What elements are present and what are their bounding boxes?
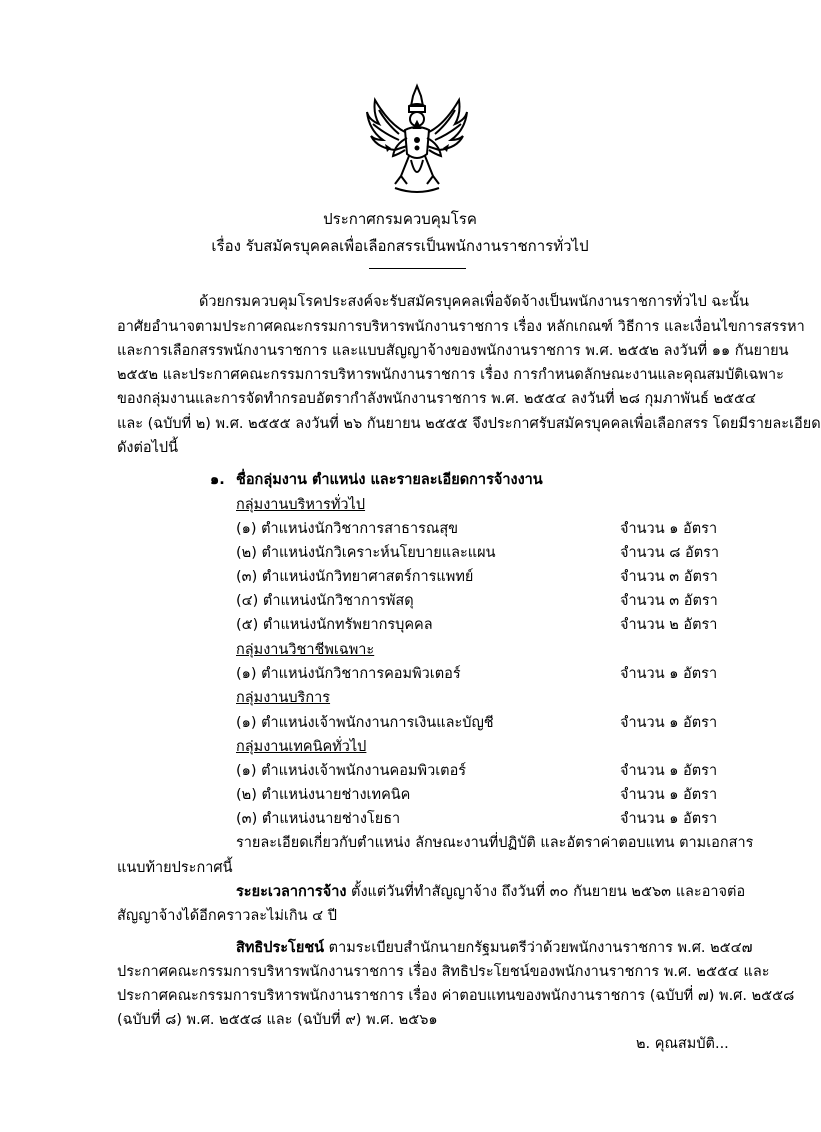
announcement-subject: เรื่อง รับสมัครบุคคลเพื่อเลือกสรรเป็นพนักงานราชการทั่วไป bbox=[211, 237, 589, 255]
position-count: จำนวน ๓ อัตรา bbox=[620, 569, 718, 585]
benefits-label: สิทธิประโยชน์ bbox=[236, 940, 325, 956]
position-count: จำนวน ๑ อัตรา bbox=[620, 763, 718, 779]
detail-line: รายละเอียดเกี่ยวกับตำแหน่ง ลักษณะงานที่ปฏิบัติ และอัตราค่าตอบแทน ตามเอกสาร bbox=[236, 835, 754, 851]
intro-line: ด้วยกรมควบคุมโรคประสงค์จะรับสมัครบุคคลเพื่อจัดจ้างเป็นพนักงานราชการทั่วไป ฉะนั้น bbox=[199, 294, 749, 310]
position-count: จำนวน ๑ อัตรา bbox=[620, 715, 718, 731]
benefits-line: (ฉบับที่ ๘) พ.ศ. ๒๕๕๘ และ (ฉบับที่ ๙) พ.ศ. ๒๕๖๑ bbox=[117, 1012, 438, 1028]
duration-line bbox=[236, 881, 745, 903]
position-count: จำนวน ๘ อัตรา bbox=[620, 545, 720, 561]
intro-line: และการเลือกสรรพนักงานราชการ และแบบสัญญาจ้างของพนักงานราชการ พ.ศ. ๒๕๕๒ ลงวันที่ ๑๑ กันยายน bbox=[117, 343, 789, 359]
section-title: ชื่อกลุ่มงาน ตำแหน่ง และรายละเอียดการจ้างงาน bbox=[236, 472, 543, 488]
position-label: (๒) ตำแหน่งนายช่างเทคนิค bbox=[236, 787, 411, 803]
position-count: จำนวน ๑ อัตรา bbox=[620, 811, 718, 827]
benefits-line: ประกาศคณะกรรมการบริหารพนักงานราชการ เรื่อง สิทธิประโยชน์ของพนักงานราชการ พ.ศ. ๒๕๕๔ และ bbox=[117, 964, 770, 980]
position-label: (๒) ตำแหน่งนักวิเคราะห์นโยบายและแผน bbox=[236, 545, 496, 561]
benefits-text: ตามระเบียบสำนักนายกรัฐมนตรีว่าด้วยพนักงานราชการ พ.ศ. ๒๕๔๗ bbox=[324, 940, 753, 956]
position-label: (๓) ตำแหน่งนายช่างโยธา bbox=[236, 811, 401, 827]
position-label: (๓) ตำแหน่งนักวิทยาศาสตร์การแพทย์ bbox=[236, 569, 474, 585]
group-heading: กลุ่มงานวิชาชีพเฉพาะ bbox=[236, 642, 375, 658]
position-label: (๕) ตำแหน่งนักทรัพยากรบุคคล bbox=[236, 617, 433, 633]
duration-line: สัญญาจ้างได้อีกคราวละไม่เกิน ๔ ปี bbox=[117, 908, 337, 924]
garuda-emblem-icon bbox=[365, 84, 469, 198]
position-count: จำนวน ๑ อัตรา bbox=[620, 521, 718, 537]
intro-line: ดังต่อไปนี้ bbox=[117, 440, 179, 456]
benefits-line: ประกาศคณะกรรมการบริหารพนักงานราชการ เรื่อง ค่าตอบแทนของพนักงานราชการ (ฉบับที่ ๗) พ.ศ. ๒๕๕๘ bbox=[117, 988, 795, 1004]
intro-line: และ (ฉบับที่ ๒) พ.ศ. ๒๕๕๕ ลงวันที่ ๒๖ กันยายน ๒๕๕๕ จึงประกาศรับสมัครบุคคลเพื่อเลือกสรร โดยมีรายละเอียด bbox=[117, 416, 821, 432]
group-heading: กลุ่มงานบริหารทั่วไป bbox=[236, 497, 366, 513]
group-heading: กลุ่มงานบริการ bbox=[236, 690, 331, 706]
position-label: (๑) ตำแหน่งนักวิชาการสาธารณสุข bbox=[236, 521, 459, 537]
position-label: (๔) ตำแหน่งนักวิชาการพัสดุ bbox=[236, 593, 414, 609]
intro-line: ของกลุ่มงานและการจัดทำกรอบอัตรากำลังพนักงานราชการ พ.ศ. ๒๕๕๔ ลงวันที่ ๒๘ กุมภาพันธ์ ๒๕๕๔ bbox=[117, 391, 756, 407]
position-count: จำนวน ๑ อัตรา bbox=[620, 787, 718, 803]
position-count: จำนวน ๒ อัตรา bbox=[620, 617, 718, 633]
section-number: ๑. bbox=[210, 472, 225, 488]
page-continuation: ๒. คุณสมบัติ... bbox=[636, 1036, 729, 1052]
announcement-title: ประกาศกรมควบคุมโรค bbox=[323, 210, 477, 228]
position-label: (๑) ตำแหน่งเจ้าพนักงานการเงินและบัญชี bbox=[236, 715, 494, 731]
position-count: จำนวน ๓ อัตรา bbox=[620, 593, 718, 609]
duration-text: ตั้งแต่วันที่ทำสัญญาจ้าง ถึงวันที่ ๓๐ กันยายน ๒๕๖๓ และอาจต่อ bbox=[346, 884, 746, 900]
intro-line: อาศัยอำนาจตามประกาศคณะกรรมการบริหารพนักงานราชการ เรื่อง หลักเกณฑ์ วิธีการ และเงื่อนไขการสรรหา bbox=[117, 319, 805, 335]
position-label: (๑) ตำแหน่งนักวิชาการคอมพิวเตอร์ bbox=[236, 666, 461, 682]
intro-line: ๒๕๕๒ และประกาศคณะกรรมการบริหารพนักงานราชการ เรื่อง การกำหนดลักษณะงานและคุณสมบัติเฉพาะ bbox=[117, 367, 784, 383]
position-count: จำนวน ๑ อัตรา bbox=[620, 666, 718, 682]
position-label: (๑) ตำแหน่งเจ้าพนักงานคอมพิวเตอร์ bbox=[236, 763, 467, 779]
group-heading: กลุ่มงานเทคนิคทั่วไป bbox=[236, 739, 367, 755]
title-divider bbox=[369, 268, 466, 269]
detail-line: แนบท้ายประกาศนี้ bbox=[117, 860, 233, 876]
benefits-line bbox=[236, 937, 753, 959]
duration-label: ระยะเวลาการจ้าง bbox=[236, 884, 347, 900]
